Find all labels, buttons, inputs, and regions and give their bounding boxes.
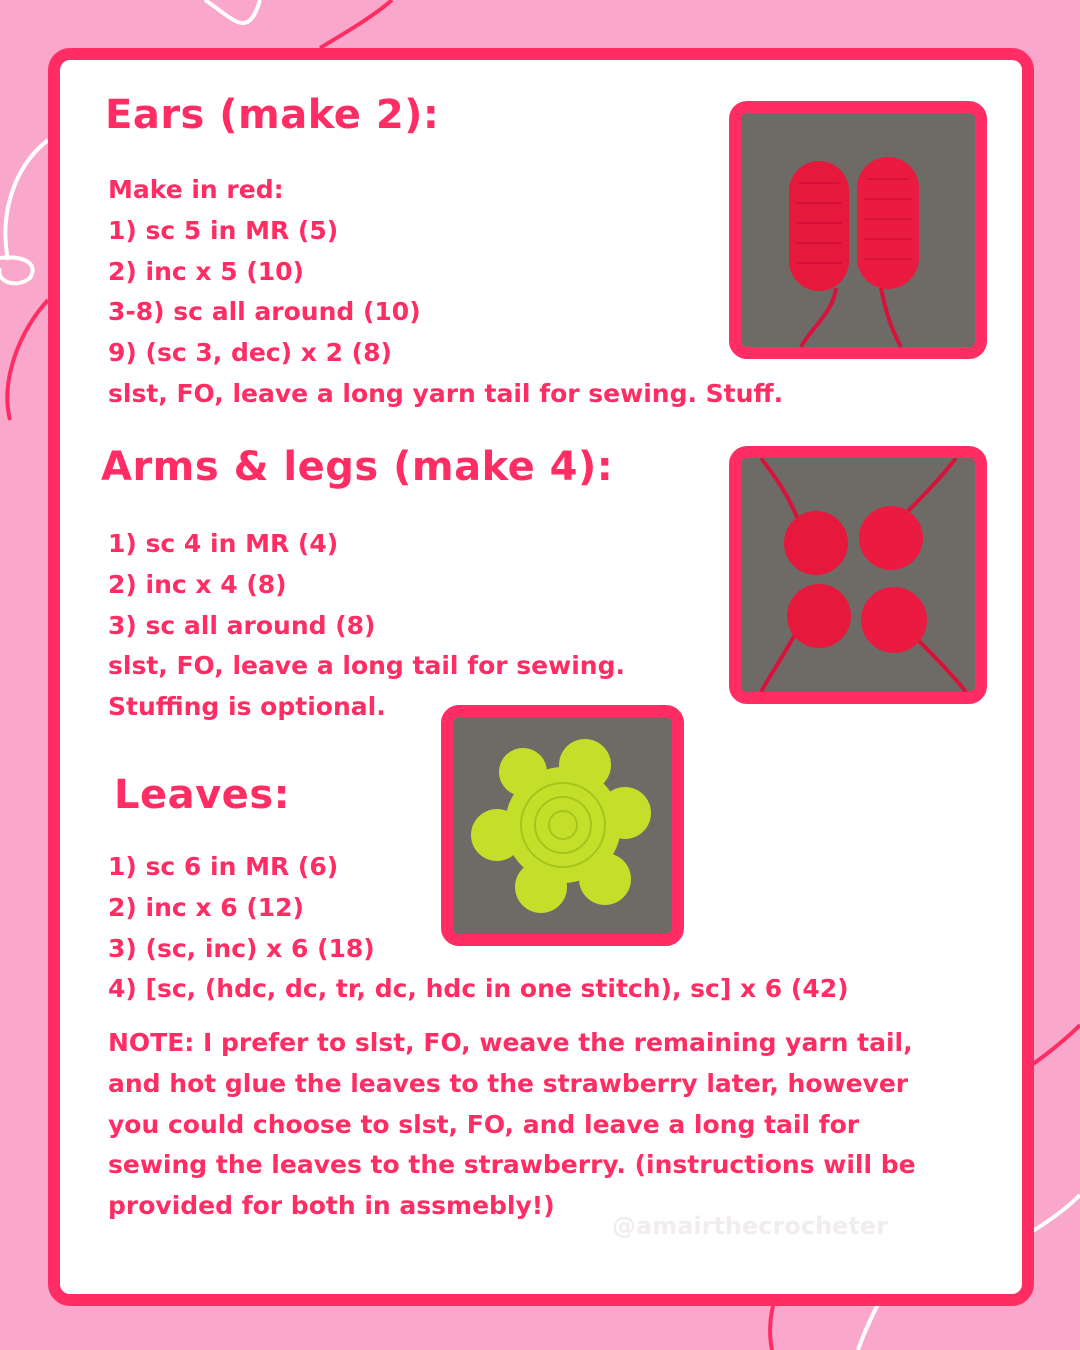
watermark: @amairthecrocheter xyxy=(612,1212,889,1240)
instruction-line: 4) [sc, (hdc, dc, tr, dc, hdc in one stitch), sc] x 6 (42) xyxy=(108,974,849,1004)
instruction-line: 3-8) sc all around (10) xyxy=(108,297,421,327)
instruction-line: slst, FO, leave a long tail for sewing. xyxy=(108,651,625,681)
instruction-line: slst, FO, leave a long yarn tail for sewing. Stuff. xyxy=(108,378,784,408)
arms-legs-heading: Arms & legs (make 4): xyxy=(101,444,614,490)
instruction-line: 2) inc x 4 (8) xyxy=(108,569,287,599)
arms-legs-instructions xyxy=(108,524,625,728)
instruction-line: 1) sc 4 in MR (4) xyxy=(108,529,339,558)
instruction-line: 1) sc 6 in MR (6) xyxy=(108,852,339,881)
crochet-balls-illustration xyxy=(741,458,975,692)
ears-photo xyxy=(729,101,987,359)
leaves-photo xyxy=(441,705,684,946)
note-paragraph: NOTE: I prefer to slst, FO, weave the remaining yarn tail, and hot glue the leaves to the strawberry later, however you could choose to slst, FO, and leave a long tail for sewing the leaves to the strawberry. (instructions will be provided for both in assmebly!) xyxy=(108,1028,916,1221)
instruction-line: 1) sc 5 in MR (5) xyxy=(108,215,339,245)
instruction-line: 9) (sc 3, dec) x 2 (8) xyxy=(108,338,392,368)
instruction-line: Make in red: xyxy=(108,175,284,204)
instruction-line: 3) (sc, inc) x 6 (18) xyxy=(108,933,375,963)
instruction-line: Stuffing is optional. xyxy=(108,692,386,722)
arms-legs-photo xyxy=(729,446,987,704)
crochet-leaf-illustration xyxy=(453,717,672,934)
instruction-line: 2) inc x 6 (12) xyxy=(108,892,304,922)
instruction-line: 3) sc all around (8) xyxy=(108,610,376,640)
instruction-line: 2) inc x 5 (10) xyxy=(108,256,304,286)
ears-heading: Ears (make 2): xyxy=(105,92,440,138)
leaves-heading: Leaves: xyxy=(114,772,291,818)
crochet-ears-illustration xyxy=(741,113,975,347)
ears-instructions xyxy=(108,170,783,415)
